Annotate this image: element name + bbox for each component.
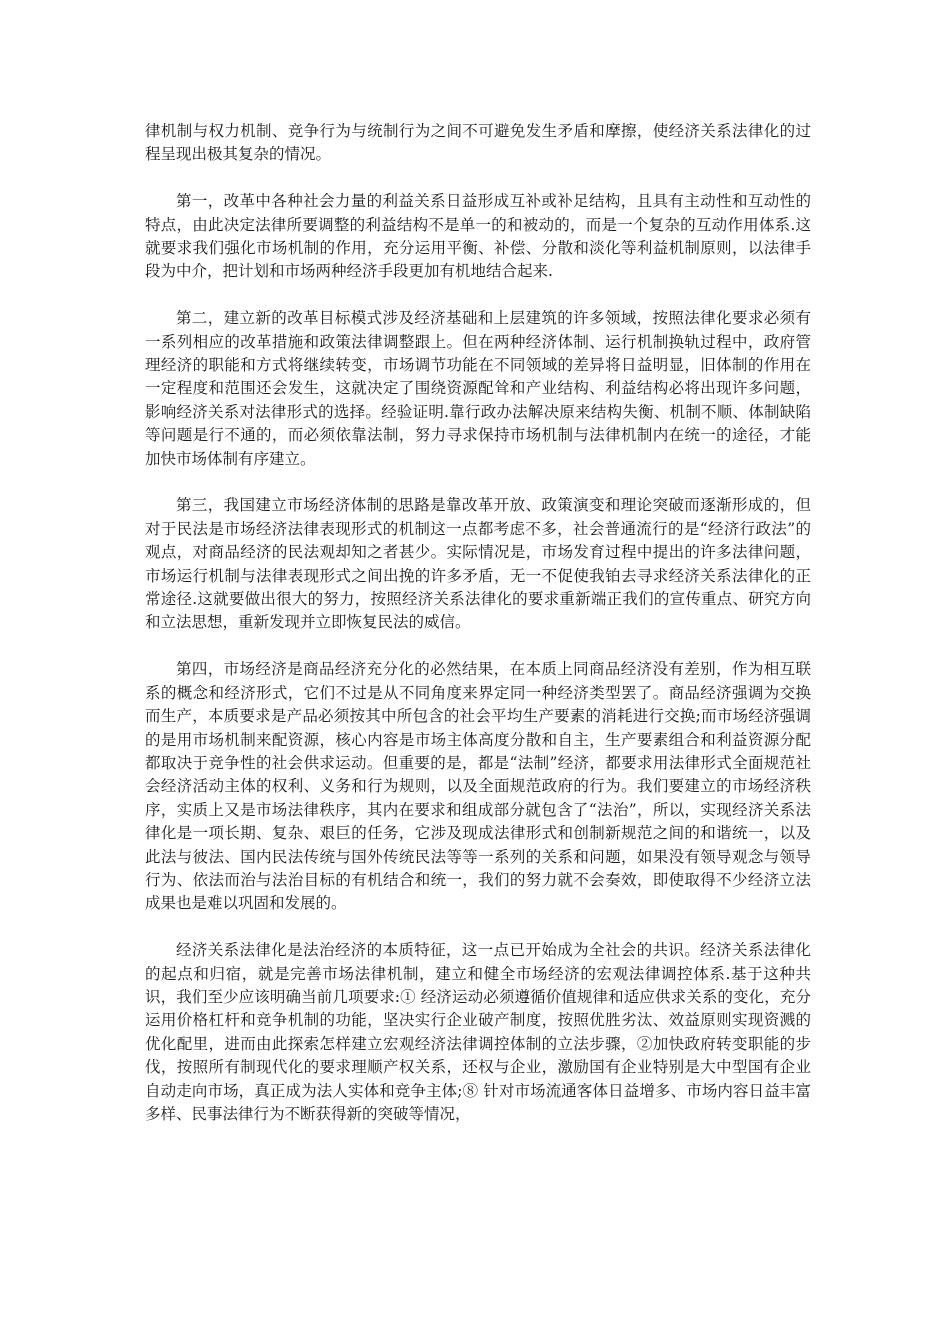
document-body bbox=[145, 120, 811, 1126]
paragraph-second-point: 第二，建立新的改革目标模式涉及经济基础和上层建筑的许多领域，按照法律化要求必须有一系列相应的改革措施和政策法律调整跟上。但在两种经济体制、运行机制换轨过程中，政府管理经济的职能和方式将继续转变，市场调节功能在不同领域的差异将日益明显，旧体制的作用在一定程度和范围还会发生，这就决定了围绕资源配耸和产业结构、利益结构必将出现许多问题，影响经济关系对法律形式的选择。经验证明.靠行政办法解决原来结构失衡、机制不顺、体制缺陷等问题是行不通的，而必须依靠法制，努力寻求保持市场机制与法律机制内在统一的途径，才能加快市场体制有序建立。 bbox=[145, 309, 811, 468]
paragraph-continuation: 律机制与权力机制、竞争行为与统制行为之间不可避免发生矛盾和摩擦，使经济关系法律化的过程呈现出极其复杂的情况。 bbox=[145, 122, 811, 164]
paragraph-conclusion: 经济关系法律化是法治经济的本质特征，这一点已开始成为全社会的共识。经济关系法律化的起点和归宿，就是完善市场法律机制，建立和健全市场经济的宏观法律调控体系.基于这种共识，我们至少应该明确当前几项要求:① 经济运动必须遵循价值规律和适应供求关系的变化，充分运用价格杠杆和竞争机制的功能，坚决实行企业破产制度，按照优胜劣汰、效益原则实现资溅的优化配里，进而由此探索怎样建立宏观经济法律调控体制的立法步骤，②加快政府转变职能的步伐，按照所有制现代化的要求理顺产权关系，还权与企业，激励国有企业特别是大中型国有企业自动走向市场，真正成为法人实体和竞争主体;⑧ 针对市场流通客体日益增多、市场内容日益丰富多样、民事法律行为不断获得新的突破等情况， bbox=[145, 941, 811, 1123]
paragraph-first-point: 第一，改革中各种社会力量的利益关系日益形成互补或补足结构，且具有主动性和互动性的特点，由此决定法律所要调整的利益结构不是单一的和被动的，而是一个复杂的互动作用体系.这就要求我们强化市场机制的作用，充分运用平衡、补偿、分散和淡化等利益机制原则，以法律手段为中介，把计划和市场两种经济手段更加有机地结合起来. bbox=[145, 192, 811, 281]
paragraph-fourth-point: 第四，市场经济是商品经济充分化的必然结果，在本质上同商品经济没有差别，作为相互联系的概念和经济形式，它们不过是从不同角度来界定同一种经济类型罢了。商品经济强调为交换而生产，本质要求是产品必须按其中所包含的社会平均生产要素的消耗进行交换;而市场经济强调的是用市场机制来配资源，核心内容是市场主体高度分散和自主，生产要素组合和利益资源分配都取决于竞争性的社会供求运动。但重要的是，都是“法制”经济，都要求用法律形式全面规范社会经济活动主体的权利、义务和行为规则，以及全面规范政府的行为。我们要建立的市场经济秩序，实质上又是市场法律秩序，其内在要求和组成部分就包含了“法治”，所以，实现经济关系法律化是一项长期、复杂、艰巨的任务，它涉及现成法律形式和创制新规范之间的和谐统一，以及此法与彼法、国内民法传统与国外传统民法等等一系列的关系和问题，如果没有领导观念与领导行为、依法而治与法治目标的有机结合和统一，我们的努力就不会奏效，即使取得不少经济立法成果也是难以巩固和发展的。 bbox=[145, 660, 811, 913]
paragraph-third-point: 第三，我国建立市场经济体制的思路是靠改革开放、政策演变和理论突破而逐渐形成的，但对于民法是市场经济法律表现形式的机制这一点都考虑不多，社会普通流行的是“经济行政法”的观点，对商品经济的民法观却知之者甚少。实际情况是，市场发育过程中提出的许多法律问题，市场运行机制与法律表现形式之间出挽的许多矛盾，无一不促使我铂去寻求经济关系法律化的正常途径.这就要做出很大的努力，按照经济关系法律化的要求重新端正我们的宣传重点、研究方向和立法思想，重新发现并立即恢复民法的威信。 bbox=[145, 496, 811, 632]
